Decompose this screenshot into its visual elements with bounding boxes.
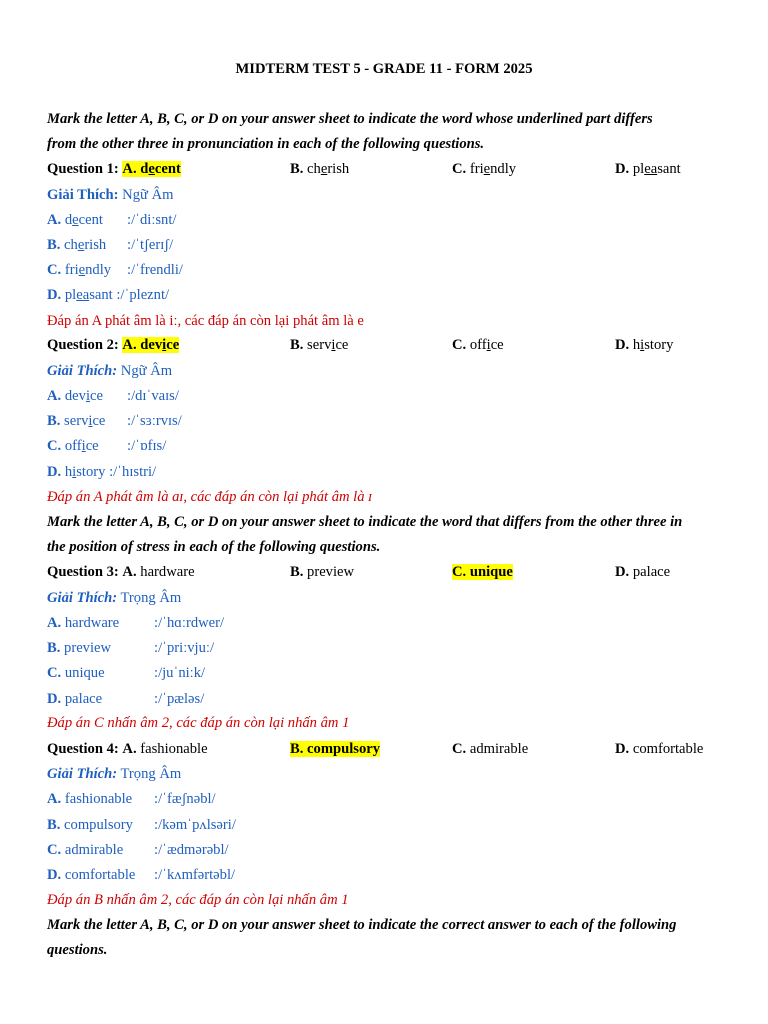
question-3-option-b: B. preview [290,564,355,580]
page-title: MIDTERM TEST 5 - GRADE 11 - FORM 2025 [235,61,533,77]
question-2-ipa-a: A. device :/dɪˈvaɪs/ [47,388,179,404]
question-3-option-c: C. unique [452,564,513,580]
question-2-option-b: B. service [290,337,349,353]
question-4-ipa-a: A. fashionable :/ˈfæʃnəbl/ [47,791,216,807]
instruction-pronunciation-line2: from the other three in pronunciation in each of the following questions. [47,136,485,152]
question-1-ipa-a: A. decent :/ˈdiːsnt/ [47,212,177,228]
question-1-answer: Đáp án A phát âm là iː, các đáp án còn lại phát âm là e [47,313,364,329]
question-4-option-b: B. compulsory [290,741,381,757]
question-3-ipa-a: A. hardware :/ˈhɑːrdwer/ [47,615,225,631]
question-1-explanation-heading: Giải Thích: Ngữ Âm [47,187,174,203]
question-3-option-d: D. palace [615,564,671,580]
question-4-option-c: C. admirable [452,741,529,757]
question-label: Question 3: [47,564,119,580]
question-1-ipa-c: C. friendly :/ˈfrendli/ [47,262,183,278]
question-3-row [47,561,728,583]
question-1-option-c: C. friendly [452,161,517,177]
question-4-ipa-c: C. admirable :/ˈædmərəbl/ [47,842,229,858]
instruction-stress-line1: Mark the letter A, B, C, or D on your answer sheet to indicate the word that differs from the other three in [47,514,683,530]
question-2-row [47,334,728,356]
instruction-pronunciation-line1: Mark the letter A, B, C, or D on your answer sheet to indicate the word whose underlined part differs [47,111,653,127]
question-3-ipa-d: D. palace :/ˈpæləs/ [47,691,205,707]
question-4-explanation-heading: Giải Thích: Trọng Âm [47,766,182,782]
question-2-explanation-heading: Giải Thích: Ngữ Âm [47,363,173,379]
question-3-option-a: Question 3: A. hardware [47,564,195,580]
question-3-explanation-heading: Giải Thích: Trọng Âm [47,590,182,606]
question-2-option-d: D. history [615,337,674,353]
question-1-row [47,158,728,180]
question-3-ipa-c: C. unique :/juˈniːk/ [47,665,206,681]
instruction-stress-line2: the position of stress in each of the following questions. [47,539,381,555]
question-1-option-d: D. pleasant [615,161,681,177]
question-2-ipa-d: D. history :/ˈhɪstri/ [47,464,157,480]
question-1-option-b: B. cherish [290,161,350,177]
question-4-ipa-b: B. compulsory :/kəmˈpʌlsəri/ [47,817,236,833]
question-4-row [47,738,728,760]
question-1-ipa-b: B. cherish :/ˈtʃerɪʃ/ [47,237,174,253]
question-4-ipa-d: D. comfortable :/ˈkʌmfərtəbl/ [47,867,236,883]
question-2-ipa-c: C. office :/ˈɒfɪs/ [47,438,167,454]
question-1-option-a: Question 1: A. decent [47,161,181,177]
question-label: Question 4: [47,741,119,757]
question-4-option-d: D. comfortable [615,741,704,757]
question-1-ipa-d: D. pleasant :/ˈpleznt/ [47,287,170,303]
question-label: Question 2: [47,337,119,353]
question-2-answer: Đáp án A phát âm là aɪ, các đáp án còn lại phát âm là ɪ [47,489,373,505]
question-2-ipa-b: B. service :/ˈsɜːrvɪs/ [47,413,182,429]
question-4-option-a: Question 4: A. fashionable [47,741,208,757]
question-2-option-c: C. office [452,337,504,353]
instruction-correct-answer-line2: questions. [47,942,108,958]
question-3-answer: Đáp án C nhấn âm 2, các đáp án còn lại nhấn âm 1 [47,715,350,731]
question-2-option-a: Question 2: A. device [47,337,180,353]
instruction-correct-answer-line1: Mark the letter A, B, C, or D on your answer sheet to indicate the correct answer to each of the following [47,917,677,933]
question-label: Question 1: [47,161,119,177]
question-3-ipa-b: B. preview :/ˈpriːvjuː/ [47,640,215,656]
question-4-answer: Đáp án B nhấn âm 2, các đáp án còn lại nhấn âm 1 [47,892,349,908]
option-letter: A. [122,161,137,177]
